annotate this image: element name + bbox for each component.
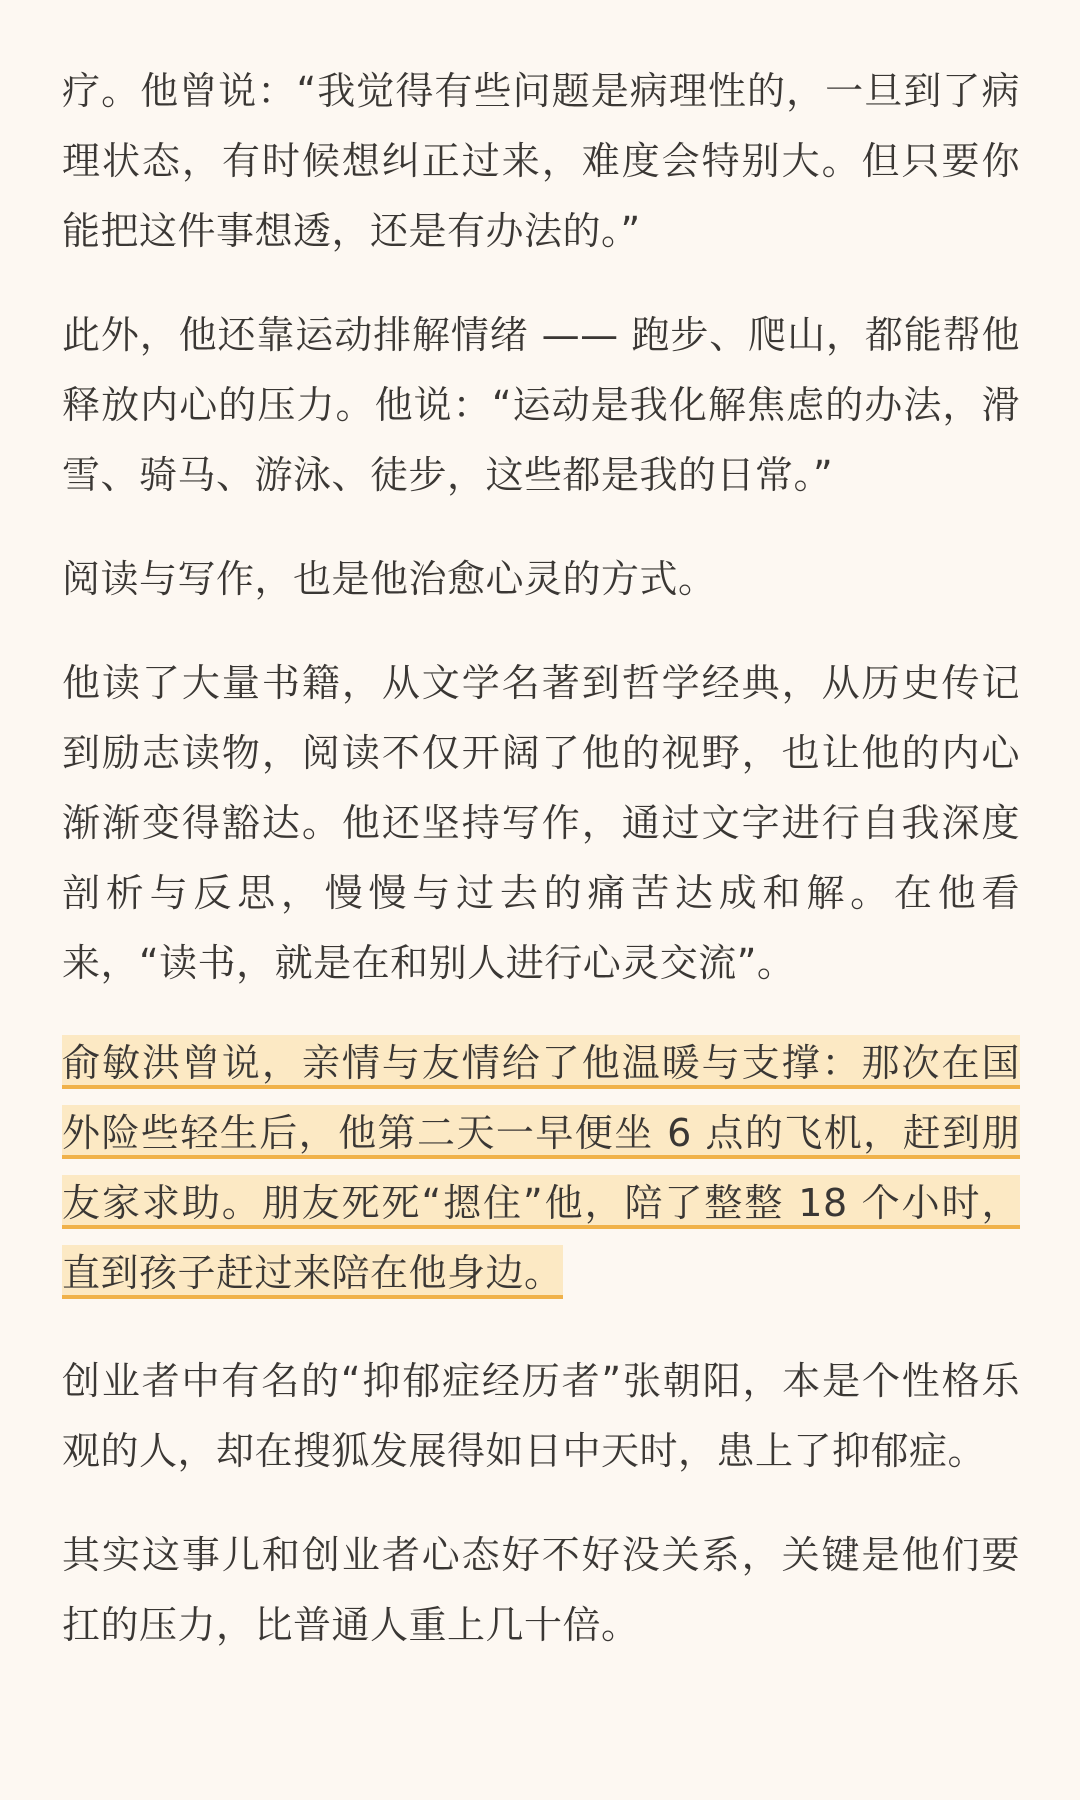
highlighted-paragraph <box>62 1028 1020 1308</box>
paragraph: 此外，他还靠运动排解情绪 —— 跑步、爬山，都能帮他释放内心的压力。他说：“运动是我化解焦虑的办法，滑雪、骑马、游泳、徒步，这些都是我的日常。” <box>62 313 1020 497</box>
paragraph: 疗。他曾说：“我觉得有些问题是病理性的，一旦到了病理状态，有时候想纠正过来，难度会特别大。但只要你能把这件事想透，还是有办法的。” <box>62 69 1020 253</box>
paragraph: 创业者中有名的“抑郁症经历者”张朝阳，本是个性格乐观的人，却在搜狐发展得如日中天时，患上了抑郁症。 <box>62 1359 1020 1473</box>
paragraph: 其实这事儿和创业者心态好不好没关系，关键是他们要扛的压力，比普通人重上几十倍。 <box>62 1533 1020 1647</box>
highlight-marker: 俞敏洪曾说，亲情与友情给了他温暖与支撑：那次在国外险些轻生后，他第二天一早便坐 6 点的飞机，赶到朋友家求助。朋友死死“摁住”他，陪了整整 18 个小时，直到孩子赶过来陪在他身边。 <box>62 1035 1020 1303</box>
paragraph: 他读了大量书籍，从文学名著到哲学经典，从历史传记到励志读物，阅读不仅开阔了他的视野，也让他的内心渐渐变得豁达。他还坚持写作，通过文字进行自我深度剖析与反思，慢慢与过去的痛苦达成和解。在他看来，“读书，就是在和别人进行心灵交流”。 <box>62 661 1020 985</box>
paragraph: 阅读与写作，也是他治愈心灵的方式。 <box>62 557 717 601</box>
